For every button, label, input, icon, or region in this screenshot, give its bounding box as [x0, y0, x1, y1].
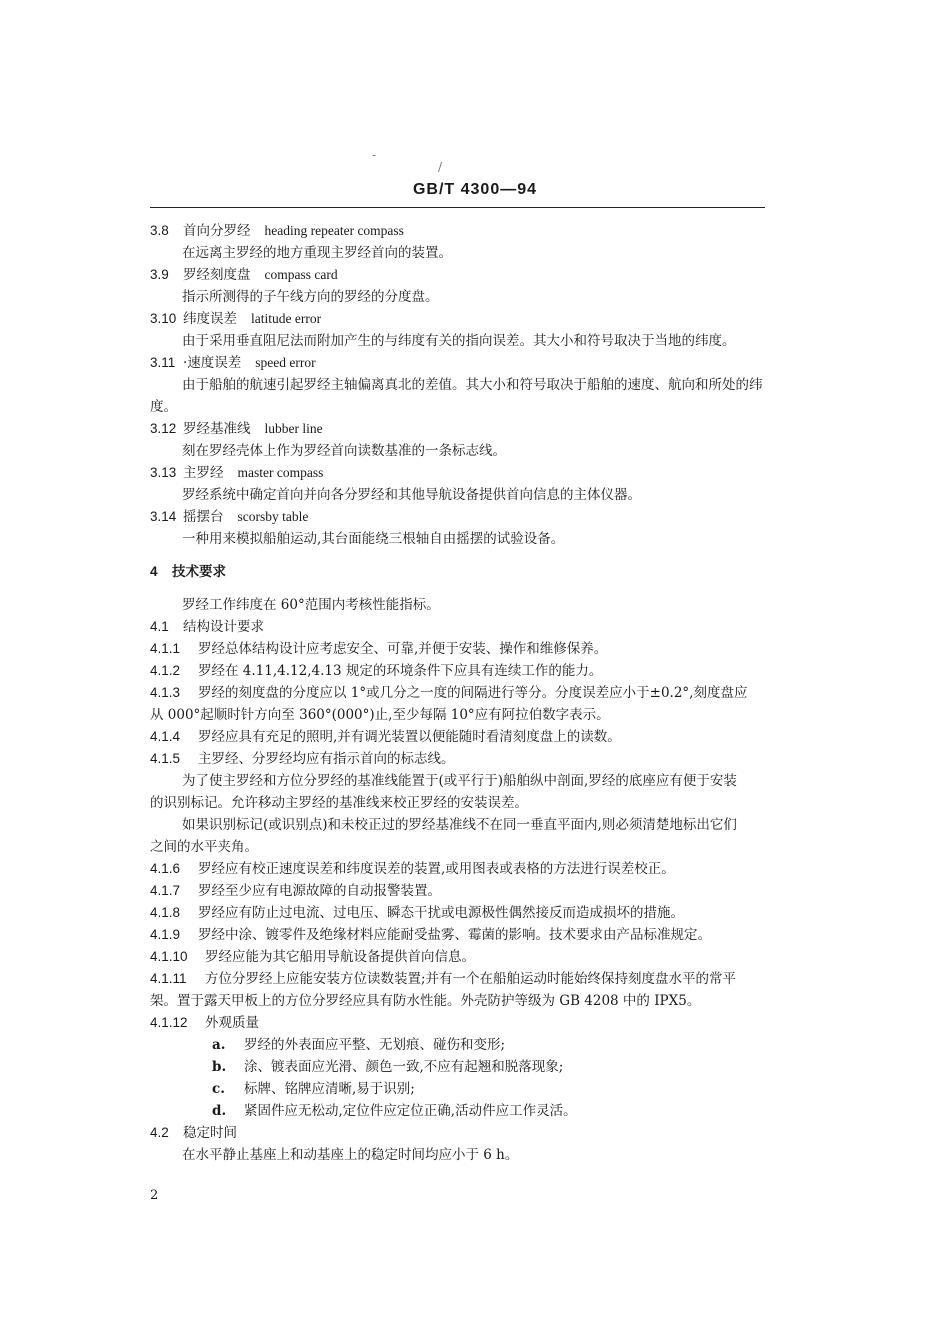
clause-number: 4.1.2	[150, 663, 181, 678]
clause-text: 罗经应有防止过电流、过电压、瞬态干扰或电源极性偶然接反而造成损坏的措施。	[198, 905, 684, 921]
list-text: 罗经的外表面应平整、无划痕、碰伤和变形;	[244, 1037, 506, 1053]
term-zh: 首向分罗经	[183, 223, 251, 239]
term-en: lubber line	[264, 421, 323, 436]
clause-4-1-10	[150, 947, 768, 967]
term-zh: 纬度误差	[183, 311, 237, 327]
list-item	[212, 1057, 768, 1077]
clause-number: 3.11	[150, 355, 176, 370]
clause-4-1-12	[150, 1013, 768, 1033]
clause-title: 外观质量	[205, 1015, 259, 1031]
clause-number: 3.9	[150, 267, 169, 282]
term-en: scorsby table	[237, 509, 309, 524]
term-3-11	[150, 353, 768, 373]
list-item	[212, 1035, 768, 1055]
clause-4-1-2	[150, 661, 768, 681]
list-item	[212, 1101, 768, 1121]
clause-text: 在水平静止基座上和动基座上的稳定时间均应小于 6 h。	[182, 1147, 519, 1163]
clause-number: 3.12	[150, 421, 177, 436]
clause-title: 稳定时间	[183, 1125, 237, 1141]
clause-4-1-6	[150, 859, 768, 879]
clause-text: 罗经的刻度盘的分度应以 1°或几分之一度的间隔进行等分。分度误差应小于±0.2°,刻度盘应	[198, 685, 748, 701]
standard-number-header: GB/T 4300—94	[412, 181, 538, 198]
term-definition: 刻在罗经壳体上作为罗经首向读数基准的一条标志线。	[182, 443, 506, 459]
term-definition: 在远离主罗经的地方重现主罗经首向的装置。	[182, 245, 452, 261]
term-zh: ·速度误差	[183, 355, 242, 371]
clause-number: 3.10	[150, 311, 177, 326]
clause-text: 方位分罗经上应能安装方位读数装置;并有一个在船舶运动时能始终保持刻度盘水平的常平	[205, 971, 737, 987]
list-letter: c.	[212, 1081, 225, 1097]
clause-text-continued: 从 000°起顺时针方向至 360°(000°)止,至少每隔 10°应有阿拉伯数字表示。	[150, 707, 610, 723]
list-text: 紧固件应无松动,定位件应定位正确,活动件应工作灵活。	[244, 1103, 577, 1119]
paragraph: 如果识别标记(或识别点)和未校正过的罗经基准线不在同一垂直平面内,则必须清楚地标出它们	[182, 817, 737, 833]
list-text: 涂、镀表面应光滑、颜色一致,不应有起翘和脱落现象;	[244, 1059, 564, 1075]
list-letter: b.	[212, 1059, 227, 1075]
clause-number: 4.1.7	[150, 883, 181, 898]
term-definition: 一种用来模拟船舶运动,其台面能绕三根轴自由摇摆的试验设备。	[182, 531, 565, 547]
clause-text: 罗经应能为其它船用导航设备提供首向信息。	[205, 949, 475, 965]
clause-text: 罗经中涂、镀零件及绝缘材料应能耐受盐雾、霉菌的影响。技术要求由产品标准规定。	[198, 927, 711, 943]
term-definition: 指示所测得的子午线方向的罗经的分度盘。	[182, 289, 439, 305]
clause-number: 3.13	[150, 465, 177, 480]
term-3-10	[150, 309, 768, 329]
clause-text: 罗经应有校正速度误差和纬度误差的装置,或用图表或表格的方法进行误差校正。	[198, 861, 675, 877]
clause-text: 罗经总体结构设计应考虑安全、可靠,并便于安装、操作和维修保养。	[198, 641, 608, 657]
section-title: 技术要求	[172, 564, 226, 579]
clause-text: 罗经至少应有电源故障的自动报警装置。	[198, 883, 441, 899]
clause-text: 罗经应具有充足的照明,并有调光装置以便能随时看清刻度盘上的读数。	[198, 729, 621, 745]
term-definition-continued: 度。	[150, 399, 177, 415]
clause-number: 3.14	[150, 509, 177, 524]
term-en: latitude error	[251, 311, 322, 326]
section-number: 4	[150, 564, 158, 579]
term-definition: 罗经系统中确定首向并向各分罗经和其他导航设备提供首向信息的主体仪器。	[182, 487, 641, 503]
term-en: master compass	[237, 465, 324, 480]
clause-4-1-11	[150, 969, 768, 989]
list-letter: d.	[212, 1103, 227, 1119]
clause-number: 4.1.4	[150, 729, 181, 744]
clause-number: 4.1.8	[150, 905, 181, 920]
clause-4-2	[150, 1123, 768, 1143]
term-3-12	[150, 419, 768, 439]
paragraph-continued: 的识别标记。允许移动主罗经的基准线来校正罗经的安装误差。	[150, 795, 528, 811]
clause-text: 罗经在 4.11,4.12,4.13 规定的环境条件下应具有连续工作的能力。	[198, 663, 603, 679]
clause-4-1-5	[150, 749, 768, 769]
clause-number: 4.1.6	[150, 861, 181, 876]
term-3-8	[150, 221, 768, 241]
clause-number: 4.2	[150, 1125, 169, 1140]
page-number: 2	[150, 1188, 159, 1203]
header-rule	[150, 207, 765, 208]
clause-4-1-7	[150, 881, 768, 901]
clause-number: 4.1.12	[150, 1015, 188, 1030]
clause-number: 4.1.5	[150, 751, 181, 766]
clause-title: 结构设计要求	[183, 619, 264, 635]
term-3-14	[150, 507, 768, 527]
term-en: speed error	[255, 355, 316, 370]
clause-4-1-3	[150, 683, 768, 703]
term-zh: 主罗经	[183, 465, 224, 481]
scan-speck: /	[438, 160, 443, 174]
list-letter: a.	[212, 1037, 226, 1053]
clause-4-1-1	[150, 639, 768, 659]
clause-4-1-9	[150, 925, 768, 945]
clause-number: 4.1.1	[150, 641, 181, 656]
term-3-9	[150, 265, 768, 285]
clause-4-1-8	[150, 903, 768, 923]
term-en: compass card	[264, 267, 338, 282]
scan-speck: -	[372, 148, 377, 162]
paragraph: 为了使主罗经和方位分罗经的基准线能置于(或平行于)船舶纵中剖面,罗经的底座应有便于安装	[182, 773, 737, 789]
clause-text-continued: 架。置于露天甲板上的方位分罗经应具有防水性能。外壳防护等级为 GB 4208 中的 IPX5。	[150, 993, 701, 1009]
term-definition: 由于船舶的航速引起罗经主轴偏离真北的差值。其大小和符号取决于船舶的速度、航向和所处的纬	[182, 377, 763, 393]
term-en: heading repeater compass	[264, 223, 404, 238]
clause-number: 4.1.10	[150, 949, 188, 964]
clause-number: 4.1	[150, 619, 169, 634]
section-4-intro: 罗经工作纬度在 60°范围内考核性能指标。	[182, 597, 440, 613]
clause-text: 主罗经、分罗经均应有指示首向的标志线。	[198, 751, 455, 767]
clause-number: 4.1.11	[150, 971, 187, 986]
term-zh: 罗经刻度盘	[183, 267, 251, 283]
clause-number: 3.8	[150, 223, 169, 238]
list-text: 标牌、铭牌应清晰,易于识别;	[244, 1081, 415, 1097]
clause-number: 4.1.3	[150, 685, 181, 700]
paragraph-continued: 之间的水平夹角。	[150, 839, 258, 855]
clause-4-1	[150, 617, 768, 637]
section-4-heading	[150, 562, 768, 582]
term-definition: 由于采用垂直阻尼法而附加产生的与纬度有关的指向误差。其大小和符号取决于当地的纬度。	[182, 333, 736, 349]
list-item	[212, 1079, 768, 1099]
term-zh: 罗经基准线	[183, 421, 251, 437]
clause-4-1-4	[150, 727, 768, 747]
term-zh: 摇摆台	[183, 509, 224, 525]
clause-number: 4.1.9	[150, 927, 181, 942]
term-3-13	[150, 463, 768, 483]
